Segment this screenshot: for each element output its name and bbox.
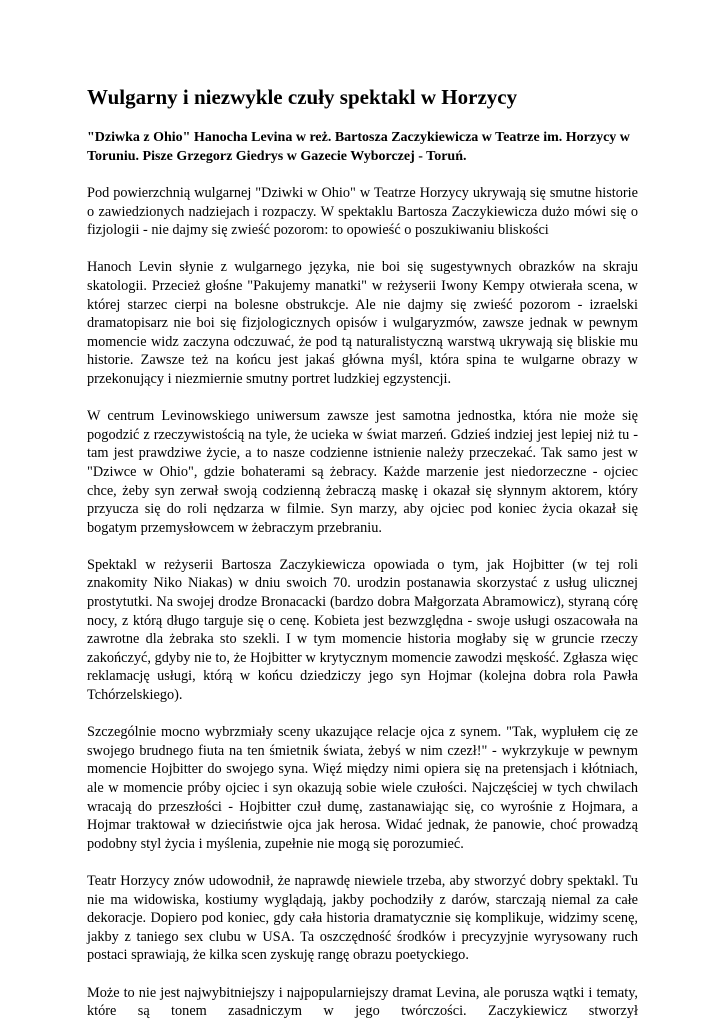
article-paragraph: Szczególnie mocno wybrzmiały sceny ukazujące relacje ojca z synem. "Tak, wyplułem cię ze swojego brudnego fiuta na ten śmietnik świata, żebyś w nim czezł!" - wykrzykuje w pewnym momencie Hojbitter do swojego syna. Więź między nimi opiera się na pretensjach i kłótniach, ale w momencie próby ojciec i syn okazują sobie wiele czułości. Najczęściej w tych chwilach wracają do przeszłości - Hojbitter czuł dumę, zastanawiając się, co wyrośnie z Hojmara, a Hojmar traktował w dzieciństwie ojca jak herosa. Widać jednak, że panowie, choć prowadzą podobny styl życia i myślenia, zupełnie nie mogą się porozumieć. bbox=[87, 724, 638, 852]
article-subtitle: "Dziwka z Ohio" Hanocha Levina w reż. Bartosza Zaczykiewicza w Teatrze im. Horzycy w Toruniu. Pisze Grzegorz Giedrys w Gazecie Wyborczej - Toruń. bbox=[87, 130, 630, 164]
article-paragraph: Może to nie jest najwybitniejszy i najpopularniejszy dramat Levina, ale porusza wątki i tematy, które są tonem zasadniczym w jego twórczości. Zaczykiewicz stworzył bbox=[87, 984, 638, 1020]
article-paragraph: W centrum Levinowskiego uniwersum zawsze jest samotna jednostka, która nie może się pogodzić z rzeczywistością na tyle, że ucieka w świat marzeń. Gdzieś indziej jest lepiej niż tu - tam jest prawdziwe życie, a to nasze codzienne istnienie należy przeczekać. Tak samo jest w "Dziwce w Ohio", gdzie bohaterami są żebracy. Każde marzenie jest niedorzeczne - ojciec chce, żeby syn zerwał swoją codzienną żebraczą maskę i okazał się słynnym aktorem, który przyucza się do roli nędzarza w filmie. Syn marzy, aby ojciec pod koniec życia okazał się bogatym przemysłowcem w żebraczym przebraniu. bbox=[87, 408, 638, 536]
article-paragraph: Hanoch Levin słynie z wulgarnego języka, nie boi się sugestywnych obrazków na skraju skatologii. Przecież głośne "Pakujemy manatki" w reżyserii Iwony Kempy otwierała scena, w której starzec cierpi na bolesne obstrukcje. Ale nie dajmy się zwieść pozorom - izraelski dramatopisarz nie boi się fizjologicznych opisów i wulgaryzmów, zawsze jednak w pewnym momencie widz zaczyna odczuwać, że pod tą naturalistyczną warstwą ukrywają się bliskie mu historie. Zawsze też na końcu jest jakaś główna myśl, która spina te wulgarne obrazy w przekonujący i niezmiernie smutny portret ludzkiej egzystencji. bbox=[87, 259, 638, 387]
article-title: Wulgarny i niezwykle czuły spektakl w Horzycy bbox=[87, 85, 518, 109]
article-paragraph: Teatr Horzycy znów udowodnił, że naprawdę niewiele trzeba, aby stworzyć dobry spektakl. Tu nie ma widowiska, kostiumy wyglądają, jakby pochodziły z darów, starczają niemal za całe dekoracje. Dopiero pod koniec, gdy cała historia dramatycznie się komplikuje, widzimy scenę, jakby z taniego sex clubu w USA. Ta oszczędność środków i precyzyjnie wyrysowany ruch postaci sprawiają, że kilka scen zyskuję rangę obrazu poetyckiego. bbox=[87, 872, 638, 964]
article-paragraph: Spektakl w reżyserii Bartosza Zaczykiewicza opowiada o tym, jak Hojbitter (w tej roli znakomity Niko Niakas) w dniu swoich 70. urodzin postanawia skorzystać z usług ulicznej prostytutki. Na swojej drodze Bronacacki (bardzo dobra Małgorzata Abramowicz), styraną córę nocy, z którą długo targuje się o cenę. Kobieta jest bezwzględna - swoje usługi oszacowała na zawrotne dla żebraka sto szekli. I w tym momencie historia mogłaby się w gruncie rzeczy zakończyć, gdyby nie to, że Hojbitter w krytycznym momencie zawodzi męskość. Zgłasza więc reklamację usługi, którą w końcu dziedziczy jego syn Hojmar (kolejna dobra rola Pawła Tchórzelskiego). bbox=[87, 556, 638, 704]
article-paragraph: Pod powierzchnią wulgarnej "Dziwki w Ohio" w Teatrze Horzycy ukrywają się smutne historie o zawiedzionych nadziejach i rozpaczy. W spektaklu Bartosza Zaczykiewicza dużo mówi się o fizjologii - nie dajmy się zwieść pozorom: to opowieść o poszukiwaniu bliskości bbox=[87, 185, 638, 239]
article bbox=[87, 84, 638, 1021]
